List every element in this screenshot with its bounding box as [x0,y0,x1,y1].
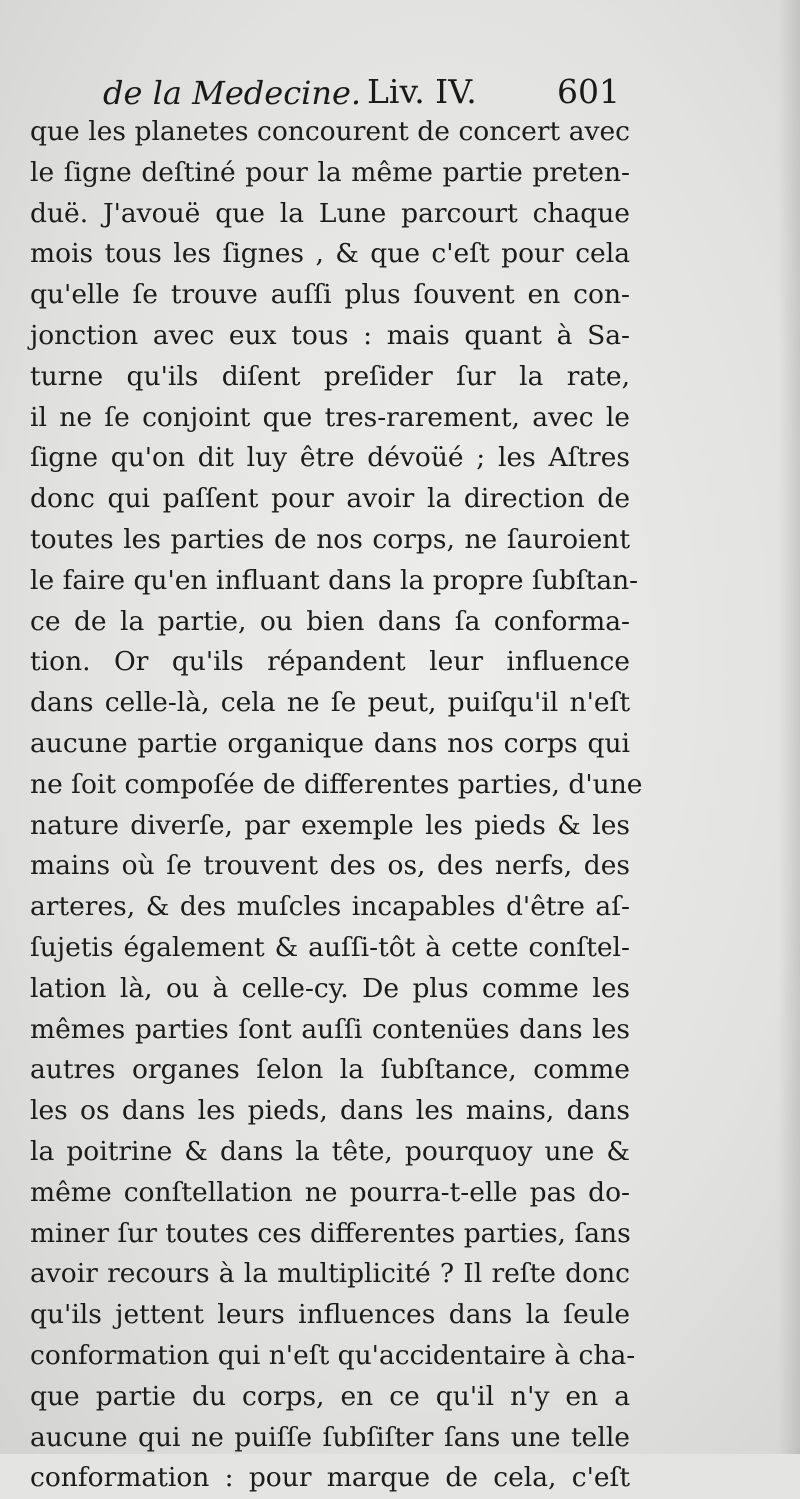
text-line: il ne ſe conjoint que tres-rarement, avec le [30,401,630,433]
text-line: jonction avec eux tous : mais quant à Sa- [30,319,630,351]
text-line: le faire qu'en influant dans la propre ſubſtan- [30,564,639,596]
text-line: conformation : pour marque de cela, c'eſt [30,1462,630,1494]
text-line: les os dans les pieds, dans les mains, dans [30,1095,630,1127]
text-line: toutes les parties de nos corps, ne ſauroient [30,523,630,555]
text-line: autres organes ſelon la ſubſtance, comme [30,1054,630,1086]
text-line: le ſigne deſtiné pour la même partie preten- [30,156,630,188]
text-line: aucune partie organique dans nos corps qui [30,727,630,759]
text-line: nature diverſe, par exemple les pieds & les [30,809,630,841]
text-line: mois tous les ſignes , & que c'eſt pour cela [30,238,630,270]
text-line: conformation qui n'eſt qu'accidentaire à cha- [30,1339,636,1371]
text-line: tion. Or qu'ils répandent leur influence [30,646,630,678]
text-line: qu'elle ſe trouve auſſi plus ſouvent en con- [30,279,630,311]
text-line: ſigne qu'on dit luy être dévoüé ; les Aſtres [30,442,630,474]
text-line: miner ſur toutes ces differentes parties, ſans [30,1217,631,1249]
text-line: avoir recours à la multiplicité ? Il reſte donc [30,1258,630,1290]
text-line: même conſtellation ne pourra-t-elle pas do- [30,1176,630,1208]
text-line: mêmes parties ſont auſſi contenües dans les [30,1013,630,1045]
text-line: arteres, & des muſcles incapables d'être aſ- [30,891,630,923]
book-reference: Liv. IV. [367,72,477,111]
body-text [30,112,643,1499]
text-line: dans celle-là, cela ne ſe peut, puiſqu'il n'eſt [30,687,630,719]
text-line: qu'ils jettent leurs influences dans la ſeule [30,1299,630,1331]
text-line: turne qu'ils diſent preſider ſur la rate, [30,360,630,392]
text-line: que les planetes concourent de concert avec [30,116,630,147]
text-line: ſujetis également & auſſi-tôt à cette conſtel- [30,931,630,963]
text-line: ne ſoit compoſée de differentes parties, d'une [30,768,643,800]
text-line: la poitrine & dans la tête, pourquoy une & [30,1135,630,1167]
text-line: ce de la partie, ou bien dans ſa conforma- [30,605,630,637]
page-number: 601 [557,72,620,111]
text-line: que partie du corps, en ce qu'il n'y en a [30,1380,630,1412]
text-line: donc qui paſſent pour avoir la direction de [30,483,630,515]
running-title: de la Medecine. [103,74,362,112]
text-line: lation là, ou à celle-cy. De plus comme les [30,972,630,1004]
text-line: duë. J'avouë que la Lune parcourt chaque [30,197,630,229]
text-line: mains où ſe trouvent des os, des nerfs, des [30,850,630,882]
text-line: aucune qui ne puiſſe ſubſiſter ſans une telle [30,1421,630,1453]
